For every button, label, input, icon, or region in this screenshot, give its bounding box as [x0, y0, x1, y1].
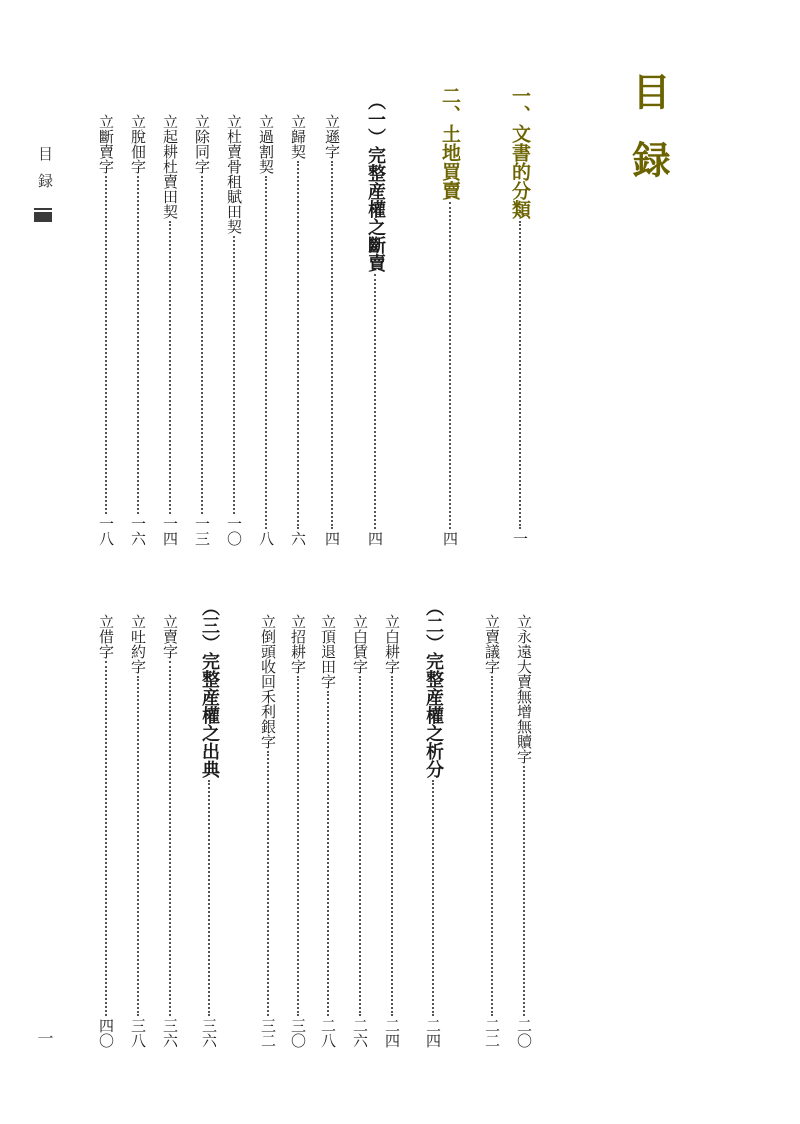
- toc-item[interactable]: [220, 114, 248, 546]
- toc-item[interactable]: [284, 614, 312, 1048]
- toc-leader: [519, 221, 521, 529]
- toc-page: 一六: [129, 516, 147, 546]
- toc-section-classification[interactable]: [504, 86, 536, 546]
- toc-leader: [523, 766, 525, 1016]
- toc-leader: [331, 161, 333, 529]
- toc-leader: [327, 691, 329, 1016]
- toc-page: 二二: [483, 1018, 501, 1048]
- running-head: 目録: [36, 146, 54, 200]
- toc-page: 三六: [161, 1018, 179, 1048]
- toc-item[interactable]: [378, 614, 406, 1048]
- toc-label: 一、文書的分類: [509, 86, 531, 219]
- toc-page: 一四: [161, 516, 179, 546]
- toc-item[interactable]: [284, 114, 312, 546]
- toc-page: 一: [511, 531, 529, 546]
- toc-page: 四: [366, 531, 384, 546]
- toc-item[interactable]: [188, 114, 216, 546]
- toc-page: 二〇: [515, 1018, 533, 1048]
- toc-item[interactable]: [478, 614, 506, 1048]
- toc-item[interactable]: [314, 614, 342, 1048]
- toc-label: 立賣議字: [483, 614, 501, 674]
- toc-item[interactable]: [156, 114, 184, 546]
- toc-leader: [449, 202, 451, 529]
- toc-page: 一〇: [225, 516, 243, 546]
- toc-label: 立永遠大賣無增無贖字: [515, 614, 533, 764]
- toc-label: 立賣字: [161, 614, 179, 659]
- toc-item[interactable]: [92, 614, 120, 1048]
- toc-item[interactable]: [252, 114, 280, 546]
- toc-label: 立脫佃字: [129, 114, 147, 174]
- toc-page: 二四: [424, 1018, 442, 1048]
- toc-label: 立吐約字: [129, 614, 147, 674]
- toc-leader: [297, 161, 299, 529]
- page-number: 一: [35, 1030, 54, 1046]
- toc-item[interactable]: [124, 614, 152, 1048]
- toc-item[interactable]: [510, 614, 538, 1048]
- toc-page: 三〇: [289, 1018, 307, 1048]
- toc-leader: [105, 176, 107, 514]
- toc-label: 立斷賣字: [97, 114, 115, 174]
- toc-subsection-full-sale[interactable]: [360, 92, 390, 546]
- toc-page: 二八: [319, 1018, 337, 1048]
- toc-page: 八: [257, 531, 275, 546]
- toc-page: 二六: [351, 1018, 369, 1048]
- toc-label: 立借字: [97, 614, 115, 659]
- toc-page: 六: [289, 531, 307, 546]
- toc-leader: [374, 274, 376, 529]
- toc-item[interactable]: [124, 114, 152, 546]
- toc-label: 立杜賣骨租賦田契: [225, 114, 243, 234]
- toc-leader: [267, 751, 269, 1016]
- toc-leader: [169, 661, 171, 1016]
- page-title: 目録: [626, 72, 670, 208]
- toc-item[interactable]: [254, 614, 282, 1048]
- toc-label: 立歸契: [289, 114, 307, 159]
- toc-leader: [105, 661, 107, 1016]
- toc-label: （一）完整産權之斷賣: [365, 92, 386, 272]
- toc-label: 立白耕字: [383, 614, 401, 674]
- toc-leader: [359, 676, 361, 1016]
- toc-page: 四: [323, 531, 341, 546]
- toc-label: 二、土地買賣: [439, 86, 461, 200]
- toc-page: 一八: [97, 516, 115, 546]
- toc-page: 三八: [129, 1018, 147, 1048]
- toc-leader: [137, 176, 139, 514]
- running-head-marker: [34, 212, 52, 222]
- toc-leader: [265, 176, 267, 529]
- toc-subsection-partition[interactable]: [418, 598, 448, 1048]
- toc-page: 二四: [383, 1018, 401, 1048]
- toc-item[interactable]: [92, 114, 120, 546]
- toc-leader: [233, 236, 235, 514]
- toc-item[interactable]: [346, 614, 374, 1048]
- toc-leader: [169, 221, 171, 514]
- toc-label: （二）完整産權之析分: [423, 598, 444, 778]
- toc-label: （三）完整産權之出典: [199, 598, 220, 778]
- toc-label: 立招耕字: [289, 614, 307, 674]
- toc-leader: [137, 676, 139, 1016]
- toc-label: 立遜字: [323, 114, 341, 159]
- toc-page: 四: [441, 531, 459, 546]
- toc-label: 立過割契: [257, 114, 275, 174]
- toc-page: 三二: [259, 1018, 277, 1048]
- toc-label: 立頂退田字: [319, 614, 337, 689]
- toc-page: 三六: [200, 1018, 218, 1048]
- toc-leader: [432, 780, 434, 1016]
- toc-section-land-trade[interactable]: [434, 86, 466, 546]
- toc-item[interactable]: [318, 114, 346, 546]
- toc-label: 立除同字: [193, 114, 211, 174]
- toc-page: 一三: [193, 516, 211, 546]
- toc-label: 立白賃字: [351, 614, 369, 674]
- toc-item[interactable]: [156, 614, 184, 1048]
- toc-subsection-mortgage[interactable]: [194, 598, 224, 1048]
- toc-leader: [208, 780, 210, 1016]
- toc-leader: [491, 676, 493, 1016]
- toc-leader: [201, 176, 203, 514]
- toc-label: 立倒頭收回禾利銀字: [259, 614, 277, 749]
- toc-page: 四〇: [97, 1018, 115, 1048]
- toc-leader: [297, 676, 299, 1016]
- toc-leader: [391, 676, 393, 1016]
- toc-label: 立起耕杜賣田契: [161, 114, 179, 219]
